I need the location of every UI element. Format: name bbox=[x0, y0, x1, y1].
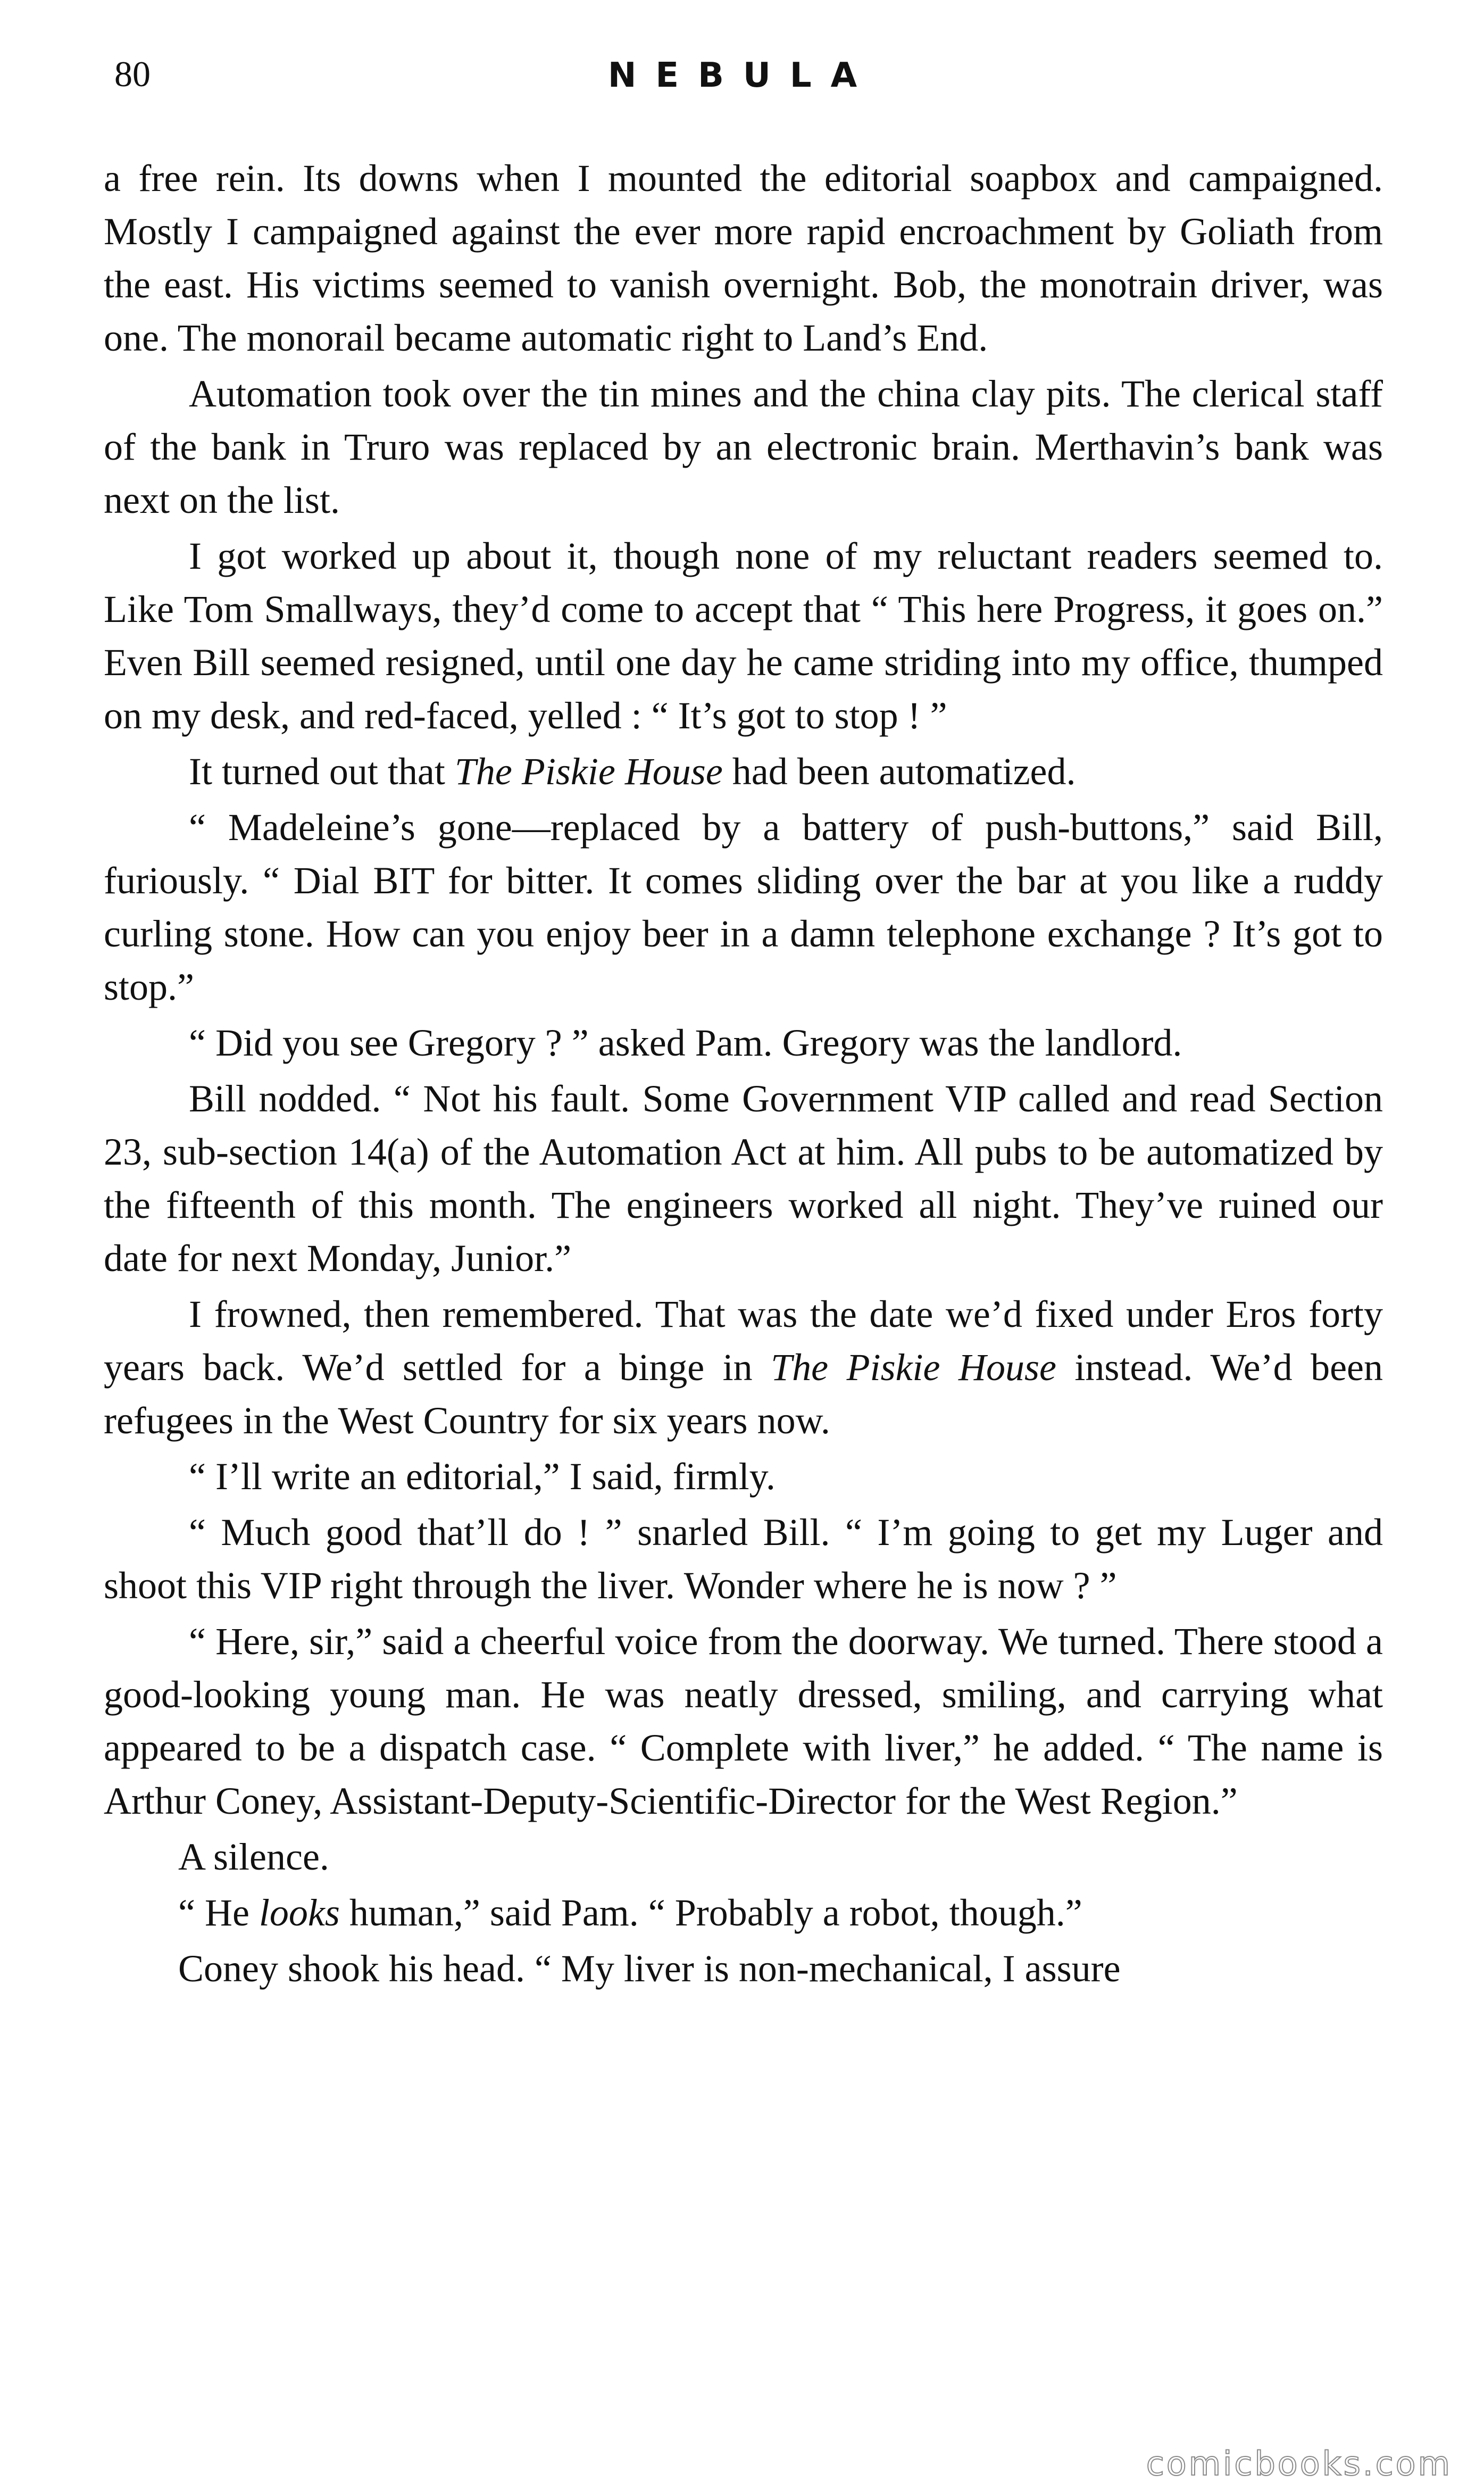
paragraph: A silence. bbox=[178, 1836, 329, 1878]
text-run: It turned out that bbox=[189, 750, 455, 793]
paragraph: “ Much good that’ll do ! ” snarled Bill. “ I’m going to get my Luger and shoot this VIP right through the liver. Wonder where he is now ? ” bbox=[104, 1511, 1383, 1607]
paragraph: Bill nodded. “ Not his fault. Some Government VIP called and read Section 23, sub-section 14(a) of the Automation Act at him. All pubs to be automatized by the fifteenth of this month. The engineers worked all night. They’ve ruined our date for next Monday, Junior.” bbox=[104, 1077, 1383, 1280]
italic-title: The Piskie House bbox=[454, 750, 723, 793]
paragraph bbox=[104, 1886, 1383, 1939]
paragraph bbox=[104, 745, 1383, 798]
paragraph bbox=[104, 1288, 1383, 1447]
text-run: instead. We’d been refugees in the West Country for six years now. bbox=[104, 1346, 1383, 1442]
paragraph: “ Did you see Gregory ? ” asked Pam. Gregory was the landlord. bbox=[189, 1022, 1182, 1064]
text-run: human,” said Pam. “ Probably a robot, though.” bbox=[339, 1891, 1082, 1934]
paragraph: a free rein. Its downs when I mounted the editorial soapbox and campaigned. Mostly I campaigned against the ever more rapid encroachment by Goliath from the east. His victims seemed to vanish overnight. Bob, the monotrain driver, was one. The monorail became automatic right to Land’s End. bbox=[104, 157, 1383, 359]
paragraph: Coney shook his head. “ My liver is non-mechanical, I assure bbox=[178, 1947, 1121, 1990]
paragraph: “ Madeleine’s gone—replaced by a battery of push-buttons,” said Bill, furiously. “ Dial BIT for bitter. It comes sliding over the bar at you like a ruddy curling stone. How can you enjoy beer in a damn telephone exchange ? It’s got to stop.” bbox=[104, 806, 1383, 1008]
paragraph: I got worked up about it, though none of my reluctant readers seemed to. Like Tom Smallways, they’d come to accept that “ This here Progress, it goes on.” Even Bill seemed resigned, until one day he came striding into my office, thumped on my desk, and red-faced, yelled : “ It’s got to stop ! ” bbox=[104, 535, 1383, 737]
body-text bbox=[104, 152, 1383, 1998]
paragraph: “ Here, sir,” said a cheerful voice from the doorway. We turned. There stood a good-looking young man. He was neatly dressed, smiling, and carrying what appeared to be a dispatch case. “ Complete with liver,” he added. “ The name is Arthur Coney, Assistant-Deputy-Scientific-Director for the West Region.” bbox=[104, 1620, 1383, 1822]
paragraph: “ I’ll write an editorial,” I said, firmly. bbox=[189, 1455, 776, 1498]
italic-emphasis: looks bbox=[259, 1891, 340, 1934]
text-run: “ He bbox=[178, 1891, 259, 1934]
text-run: had been automatized. bbox=[722, 750, 1076, 793]
italic-title: The Piskie House bbox=[771, 1346, 1056, 1389]
page-number: 80 bbox=[114, 54, 151, 94]
text-run: I frowned, then remembered. That was the date we’d fixed under Eros forty years back. We’d settled for a binge in bbox=[104, 1293, 1383, 1389]
watermark: comicbooks.com bbox=[1146, 2444, 1452, 2483]
running-head: NEBULA bbox=[607, 56, 877, 95]
paragraph: Automation took over the tin mines and the china clay pits. The clerical staff of the bank in Truro was replaced by an electronic brain. Merthavin’s bank was next on the list. bbox=[104, 372, 1383, 521]
